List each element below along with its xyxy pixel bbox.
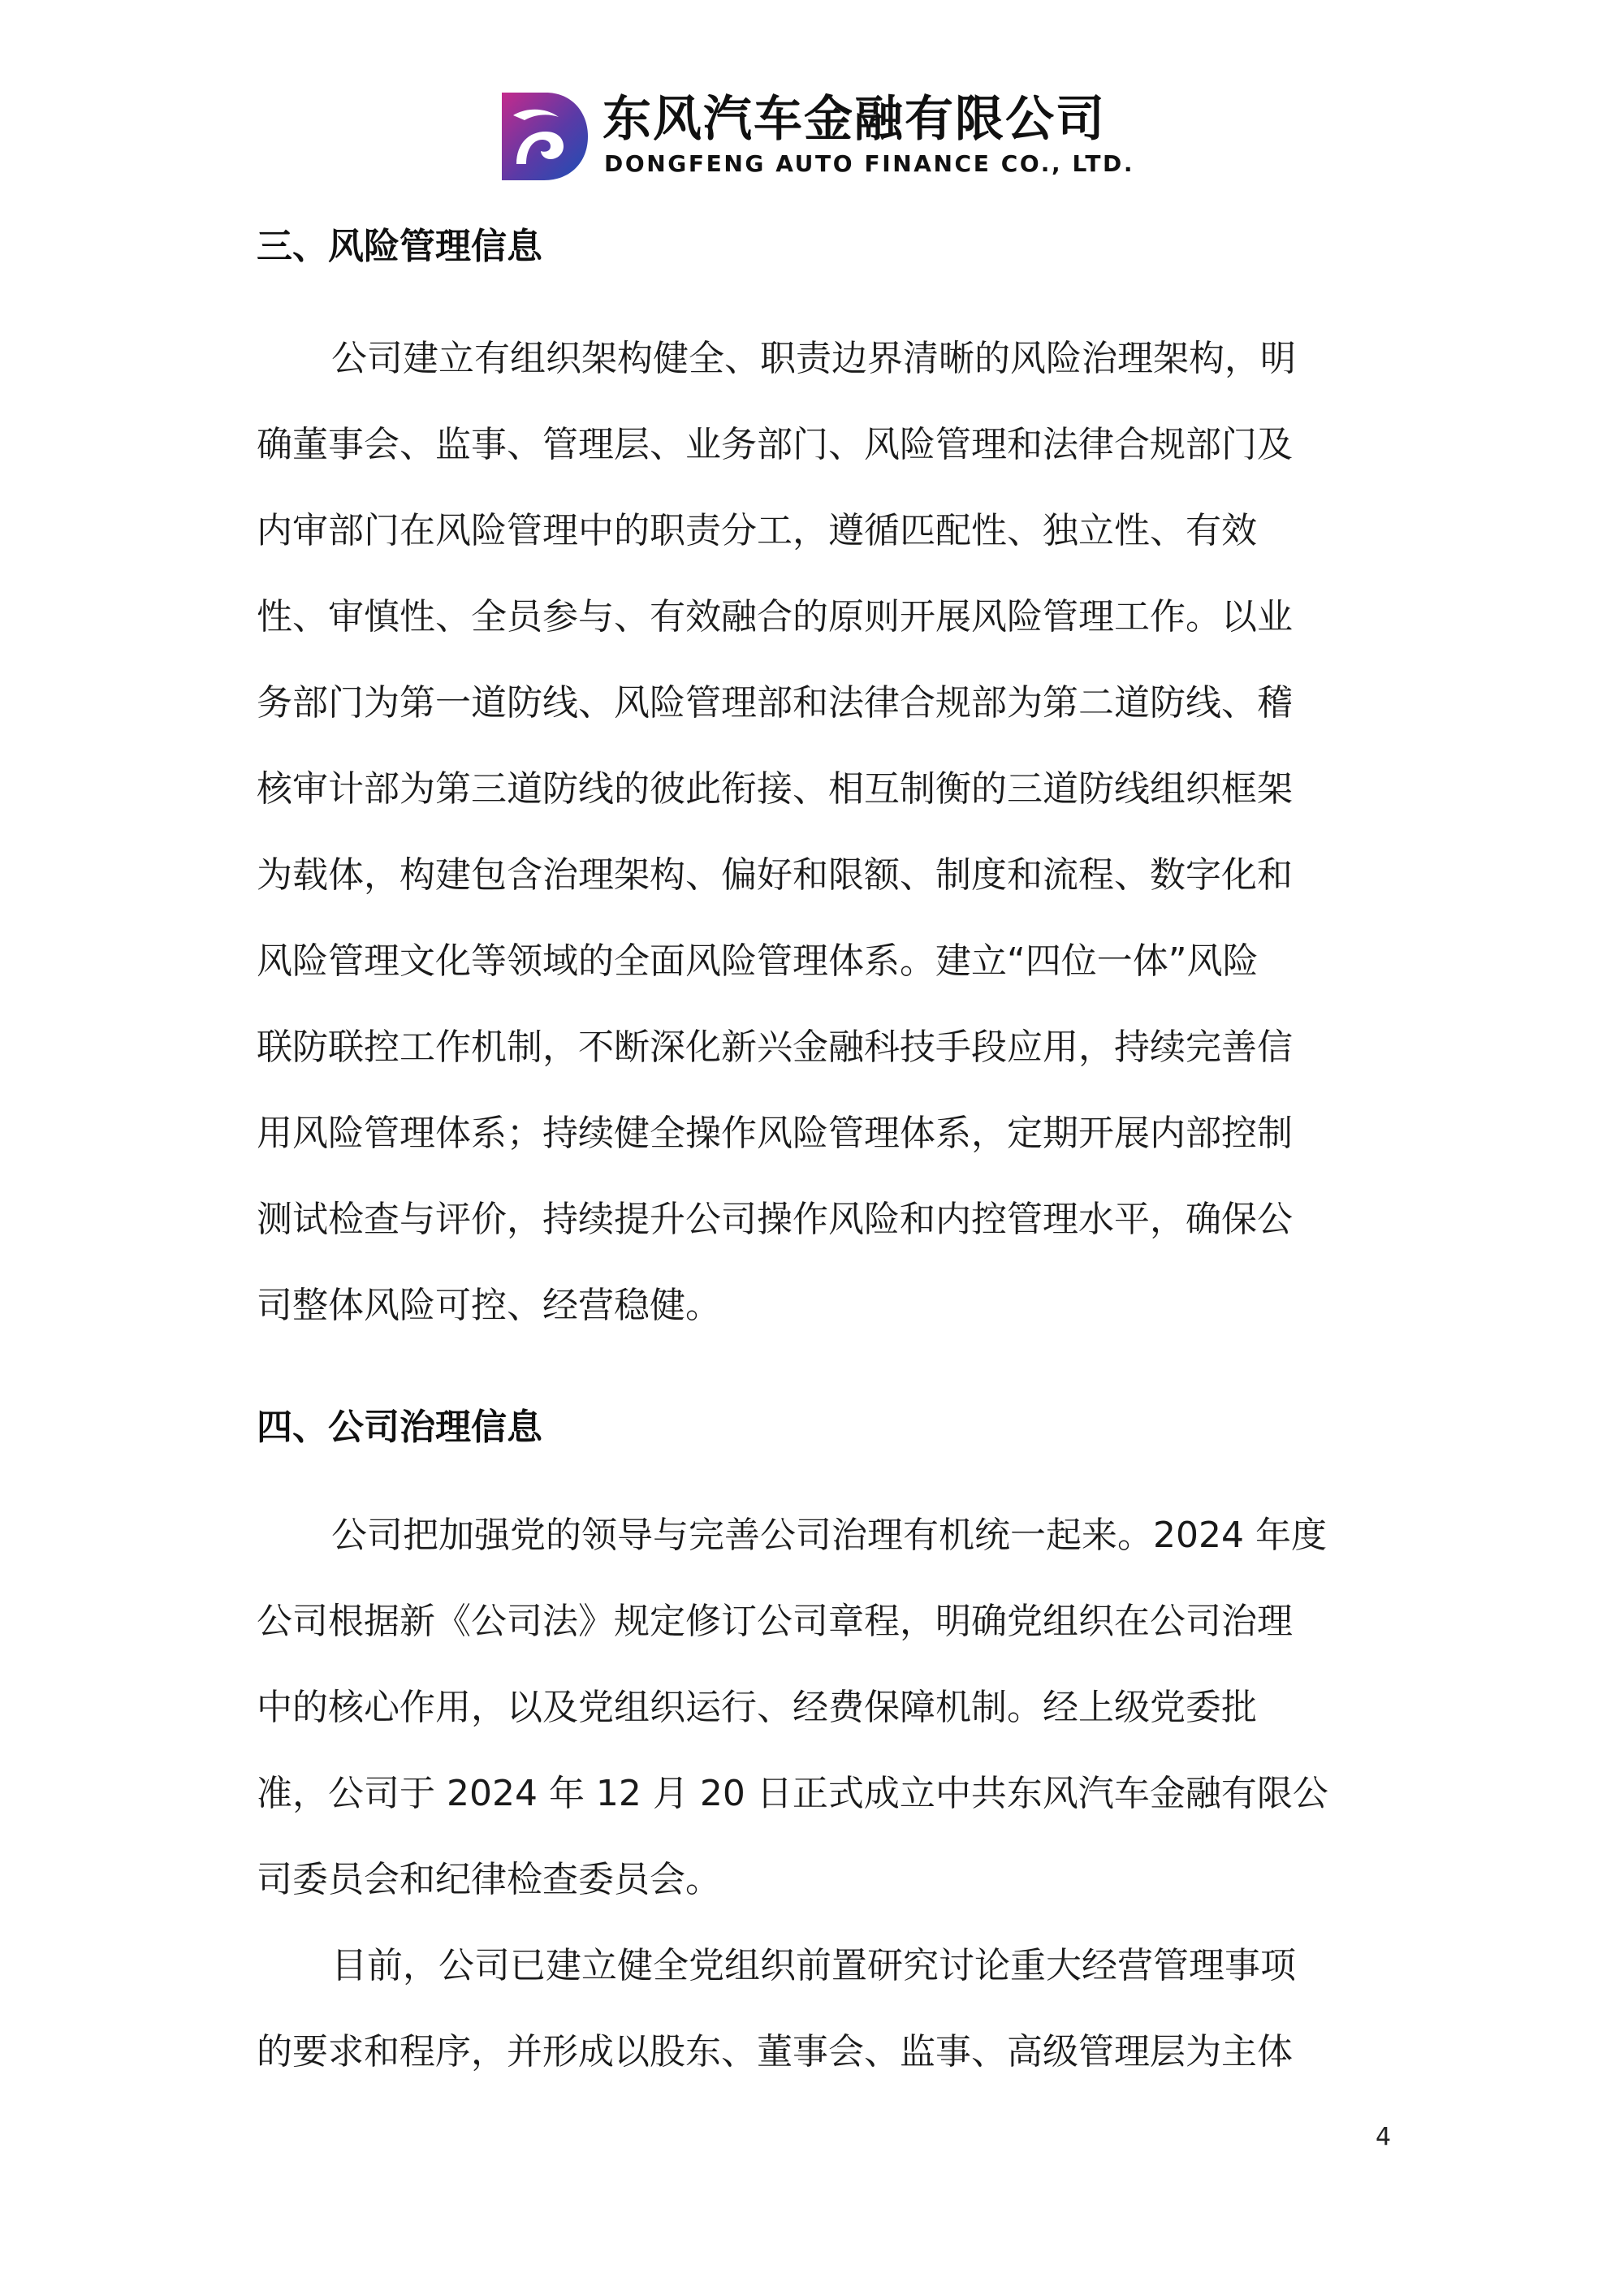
paragraph-line: 联防联控工作机制，不断深化新兴金融科技手段应用，持续完善信	[257, 1026, 1293, 1068]
paragraph-line: 核审计部为第三道防线的彼此衔接、相互制衡的三道防线组织框架	[257, 768, 1293, 810]
section3-paragraph	[257, 316, 1377, 1349]
company-logo	[497, 89, 1147, 185]
paragraph-line: 的要求和程序，并形成以股东、董事会、监事、高级管理层为主体	[257, 2031, 1293, 2072]
paragraph-line: 测试检查与评价，持续提升公司操作风险和内控管理水平，确保公	[257, 1199, 1293, 1240]
section4-heading: 四、公司治理信息	[257, 1407, 542, 1448]
company-name-cn: 东风汽车金融有限公司	[603, 91, 1106, 148]
dongfeng-logo-icon	[497, 89, 591, 184]
section4-paragraph-2	[257, 1923, 1377, 2095]
paragraph-line: 公司根据新《公司法》规定修订公司章程，明确党组织在公司治理	[257, 1601, 1293, 1642]
paragraph-line: 目前，公司已建立健全党组织前置研究讨论重大经营管理事项	[331, 1945, 1296, 1986]
paragraph-line: 确董事会、监事、管理层、业务部门、风险管理和法律合规部门及	[257, 424, 1293, 465]
section4-paragraph-1	[257, 1493, 1377, 1923]
paragraph-line: 准，公司于 2024 年 12 月 20 日正式成立中共东风汽车金融有限公	[257, 1773, 1328, 1814]
paragraph-line: 风险管理文化等领域的全面风险管理体系。建立“四位一体”风险	[257, 940, 1259, 982]
paragraph-line: 司委员会和纪律检查委员会。	[257, 1859, 721, 1900]
paragraph-line: 内审部门在风险管理中的职责分工，遵循匹配性、独立性、有效	[257, 510, 1257, 551]
paragraph-line: 司整体风险可控、经营稳健。	[257, 1285, 721, 1326]
paragraph-line: 为载体，构建包含治理架构、偏好和限额、制度和流程、数字化和	[257, 854, 1293, 896]
paragraph-line: 公司把加强党的领导与完善公司治理有机统一起来。2024 年度	[331, 1515, 1327, 1556]
paragraph-line: 性、审慎性、全员参与、有效融合的原则开展风险管理工作。以业	[257, 596, 1293, 638]
section3-heading: 三、风险管理信息	[257, 226, 542, 267]
paragraph-line: 中的核心作用，以及党组织运行、经费保障机制。经上级党委批	[257, 1687, 1257, 1728]
paragraph-line: 用风险管理体系；持续健全操作风险管理体系，定期开展内部控制	[257, 1113, 1293, 1154]
company-name-en: DONGFENG AUTO FINANCE CO., LTD.	[604, 150, 1135, 177]
paragraph-line: 公司建立有组织架构健全、职责边界清晰的风险治理架构，明	[331, 338, 1296, 379]
page-number: 4	[1376, 2123, 1392, 2151]
paragraph-line: 务部门为第一道防线、风险管理部和法律合规部为第二道防线、稽	[257, 682, 1293, 724]
